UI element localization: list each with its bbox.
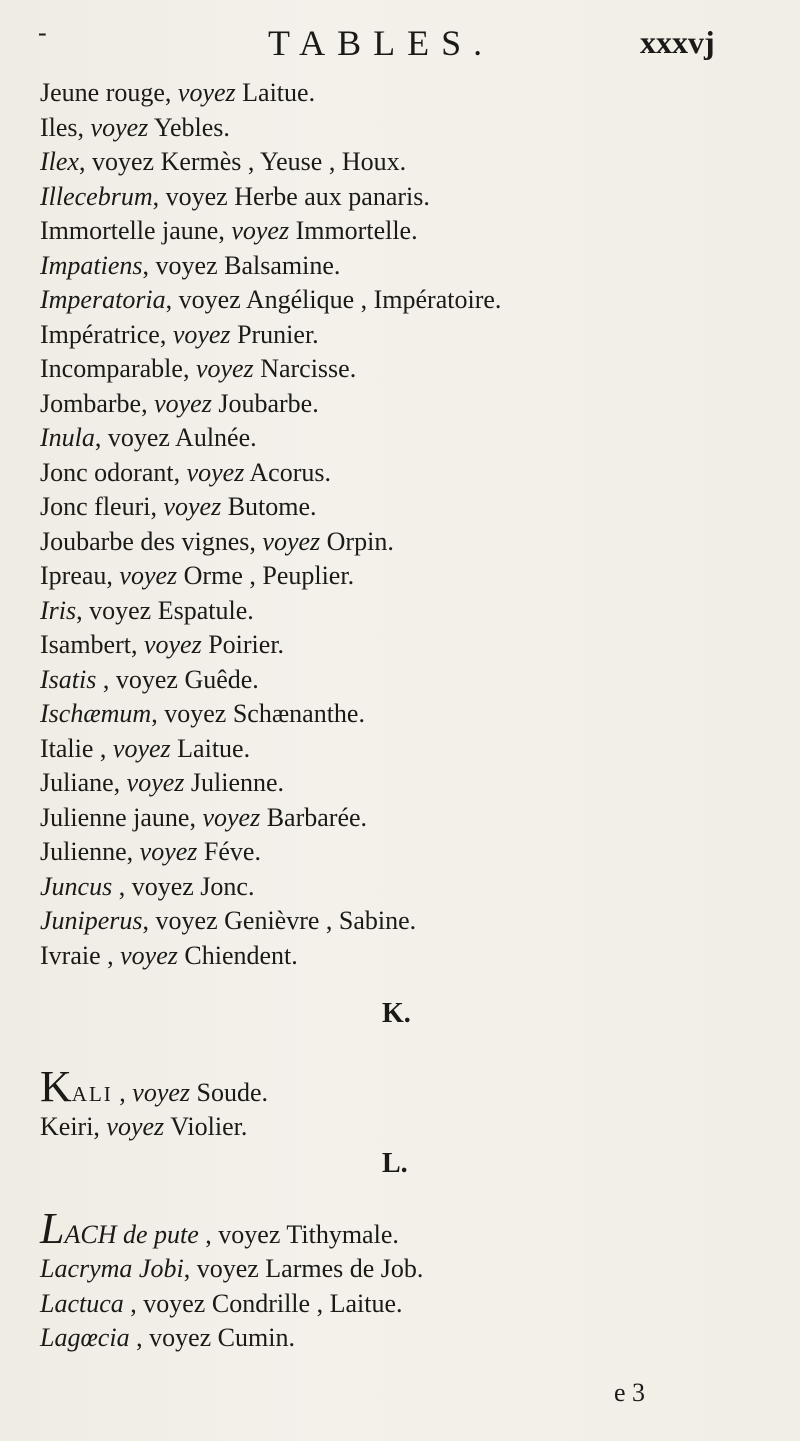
index-entry <box>40 352 501 387</box>
bleed-through-text <box>470 60 790 1360</box>
entry-voyez: voyez <box>231 216 290 245</box>
entry-target: Immortelle. <box>289 216 418 245</box>
entry-voyez: voyez <box>91 147 155 176</box>
entry-target: Jonc. <box>193 871 255 901</box>
entry-separator: , <box>77 112 91 142</box>
entry-voyez: voyez <box>89 595 152 625</box>
index-entry <box>40 628 501 663</box>
section-heading-l: L. <box>382 1148 408 1179</box>
entry-headword: Jonc fleuri <box>40 492 151 521</box>
entry-separator: , <box>106 561 120 590</box>
entry-target: Espatule. <box>151 595 254 625</box>
entry-target: Condrille , Laitue. <box>205 1288 403 1318</box>
entry-separator: , <box>218 216 232 245</box>
index-entry <box>40 180 501 215</box>
index-entry <box>40 939 501 974</box>
entry-headword: Juliane <box>40 768 114 797</box>
entry-headword: Lacryma Jobi <box>40 1254 184 1283</box>
entry-target: Tithymale. <box>280 1220 399 1249</box>
index-entry <box>40 732 501 767</box>
entry-voyez: voyez <box>120 940 178 970</box>
entry-separator: , <box>151 699 165 728</box>
index-entry <box>40 559 501 594</box>
entry-voyez: voyez <box>195 354 254 383</box>
entry-target: Angélique , Impératoire. <box>240 285 502 314</box>
entry-separator: , <box>159 319 173 349</box>
entry-voyez: voyez <box>112 733 171 763</box>
entry-separator: , <box>100 940 121 970</box>
entry-target: Féve. <box>197 837 261 866</box>
index-entry <box>40 111 501 146</box>
entry-voyez: voyez <box>262 526 321 556</box>
index-entry <box>40 1321 423 1356</box>
entry-separator: , <box>249 526 263 556</box>
drop-cap: K <box>40 1062 72 1111</box>
entry-target: Guêde. <box>177 664 259 694</box>
entry-target: Julienne. <box>184 768 285 797</box>
entry-voyez: voyez <box>163 492 222 521</box>
entry-headword: Impératrice <box>40 319 160 349</box>
entry-voyez: voyez <box>155 906 218 935</box>
entry-target: Laitue. <box>235 78 316 107</box>
entry-voyez: voyez <box>107 423 170 452</box>
index-entry <box>40 490 501 525</box>
entry-headword: Inula <box>40 423 95 452</box>
entry-voyez: voyez <box>172 319 231 349</box>
entry-separator: , <box>112 1078 133 1107</box>
index-entry <box>40 904 501 939</box>
entry-target: Cumin. <box>211 1323 295 1352</box>
index-entry <box>40 318 501 353</box>
entry-headword: Ipreau <box>40 561 107 590</box>
entries-section-k <box>40 1064 268 1145</box>
entry-headword: Jombarbe <box>40 388 142 418</box>
entry-target: Schænanthe. <box>226 699 365 728</box>
entries-section-i <box>40 76 501 973</box>
entry-separator: , <box>130 630 144 659</box>
entry-separator: , <box>112 871 132 901</box>
entry-headword: Keiri <box>40 1112 94 1141</box>
entry-target: Herbe aux panaris. <box>227 181 430 211</box>
index-entry <box>40 525 501 560</box>
entry-headword: Ivraie <box>40 940 101 970</box>
entry-separator: , <box>198 1220 219 1249</box>
index-entry <box>40 387 501 422</box>
entry-voyez: voyez <box>139 837 198 866</box>
entry-target: Barbarée. <box>260 802 368 832</box>
entry-headword: Julienne jaune <box>40 802 190 832</box>
index-entry <box>40 456 501 491</box>
entry-voyez: voyez <box>90 112 149 142</box>
entry-target: Chiendent. <box>177 940 298 970</box>
entry-voyez: voyez <box>218 1220 281 1249</box>
entry-voyez: voyez <box>154 388 212 418</box>
entry-voyez: voyez <box>177 78 236 107</box>
entry-separator: , <box>113 768 127 797</box>
entry-headword: Iris <box>40 595 77 625</box>
entry-target: Yebles. <box>148 112 230 142</box>
index-entry <box>40 145 501 180</box>
index-entry <box>40 249 501 284</box>
entry-headword: Isambert <box>40 630 131 659</box>
index-entry <box>40 76 501 111</box>
entry-headword: Isatis <box>40 664 97 694</box>
page-number: xxxvj <box>640 24 715 60</box>
drop-cap: L <box>40 1204 65 1253</box>
page-title: TABLES. <box>268 23 495 63</box>
entry-target: Soude. <box>190 1078 269 1107</box>
entry-separator: , <box>126 837 140 866</box>
entries-section-l <box>40 1206 423 1356</box>
index-entry <box>40 766 501 801</box>
entry-separator: , <box>189 802 203 832</box>
entry-voyez: voyez <box>155 250 218 280</box>
entry-voyez: voyez <box>165 181 228 211</box>
entry-voyez: voyez <box>132 1078 191 1107</box>
entry-separator: , <box>96 664 116 694</box>
entry-headword: Iles <box>40 112 78 142</box>
entry-target: Prunier. <box>230 319 319 349</box>
index-entry <box>40 1110 268 1145</box>
index-entry <box>40 835 501 870</box>
entry-separator: , <box>164 78 178 107</box>
entry-headword: Julienne <box>40 837 127 866</box>
entry-headword: Ilex <box>40 147 79 176</box>
entry-separator: , <box>76 595 90 625</box>
entry-headword: Lactuca <box>40 1288 124 1318</box>
entry-separator: , <box>141 388 155 418</box>
entry-headword: Incomparable <box>40 354 183 383</box>
entry-target: Orpin. <box>320 526 394 556</box>
entry-headword: Juniperus <box>40 906 143 935</box>
entry-voyez: voyez <box>186 457 245 487</box>
entry-voyez: voyez <box>119 561 178 590</box>
section-heading-k: K. <box>382 998 411 1029</box>
entry-separator: , <box>142 906 156 935</box>
entry-separator: , <box>142 250 156 280</box>
entry-headword: Jeune rouge <box>40 78 165 107</box>
entry-headword: ACH de pute <box>64 1220 199 1249</box>
entry-target: Poirier. <box>201 630 285 659</box>
entry-target: Narcisse. <box>253 354 357 383</box>
entry-target: Kermès , Yeuse , Houx. <box>154 147 407 176</box>
entry-voyez: voyez <box>164 699 227 728</box>
entry-separator: , <box>123 1288 144 1318</box>
entry-separator: , <box>150 492 164 521</box>
entry-headword: Ischæmum <box>40 699 152 728</box>
entry-headword: Illecebrum <box>40 181 153 211</box>
index-entry <box>40 594 501 629</box>
entry-headword: Jonc odorant <box>40 457 174 487</box>
entry-separator: , <box>165 285 179 314</box>
entry-headword: Impatiens <box>40 250 143 280</box>
entry-separator: , <box>182 354 196 383</box>
entry-separator: , <box>183 1254 197 1283</box>
signature-mark: e 3 <box>614 1378 646 1407</box>
entry-target: Acorus. <box>244 457 332 487</box>
index-entry <box>40 421 501 456</box>
entry-voyez: voyez <box>196 1254 259 1283</box>
entry-headword: Italie <box>40 733 94 763</box>
entry-voyez: voyez <box>202 802 261 832</box>
entry-voyez: voyez <box>149 1323 212 1352</box>
entry-separator: , <box>173 457 187 487</box>
entry-separator: , <box>78 147 92 176</box>
entry-headword: ALI <box>71 1082 113 1106</box>
header-dash: - <box>38 18 47 47</box>
entry-voyez: voyez <box>143 630 202 659</box>
index-entry <box>40 214 501 249</box>
entry-separator: , <box>129 1323 150 1352</box>
index-entry <box>40 1287 423 1322</box>
entry-target: Larmes de Job. <box>258 1254 424 1283</box>
index-entry <box>40 1064 268 1110</box>
index-entry <box>40 1252 423 1287</box>
entry-target: Joubarbe. <box>211 388 319 418</box>
entry-target: Butome. <box>221 492 317 521</box>
entry-headword: Joubarbe des vignes <box>40 526 250 556</box>
entry-target: Aulnée. <box>169 423 257 452</box>
entry-headword: Juncus <box>40 871 113 901</box>
entry-voyez: voyez <box>178 285 241 314</box>
entry-headword: Lagœcia <box>40 1323 130 1352</box>
entry-separator: , <box>152 181 166 211</box>
index-entry <box>40 1206 423 1252</box>
entry-separator: , <box>93 1112 107 1141</box>
entry-target: Violier. <box>164 1112 248 1141</box>
entry-voyez: voyez <box>106 1112 165 1141</box>
entry-voyez: voyez <box>115 664 178 694</box>
index-entry <box>40 283 501 318</box>
entry-separator: , <box>93 733 113 763</box>
entry-voyez: voyez <box>143 1288 206 1318</box>
entry-separator: , <box>94 423 108 452</box>
index-entry <box>40 663 501 698</box>
entry-target: Laitue. <box>170 733 251 763</box>
entry-headword: Imperatoria <box>40 285 166 314</box>
index-entry <box>40 870 501 905</box>
index-entry <box>40 697 501 732</box>
index-entry <box>40 801 501 836</box>
entry-voyez: voyez <box>131 871 194 901</box>
entry-target: Orme , Peuplier. <box>177 561 355 590</box>
entry-voyez: voyez <box>126 768 185 797</box>
entry-headword: Immortelle jaune <box>40 216 219 245</box>
entry-target: Genièvre , Sabine. <box>217 906 417 935</box>
entry-target: Balsamine. <box>217 250 341 280</box>
